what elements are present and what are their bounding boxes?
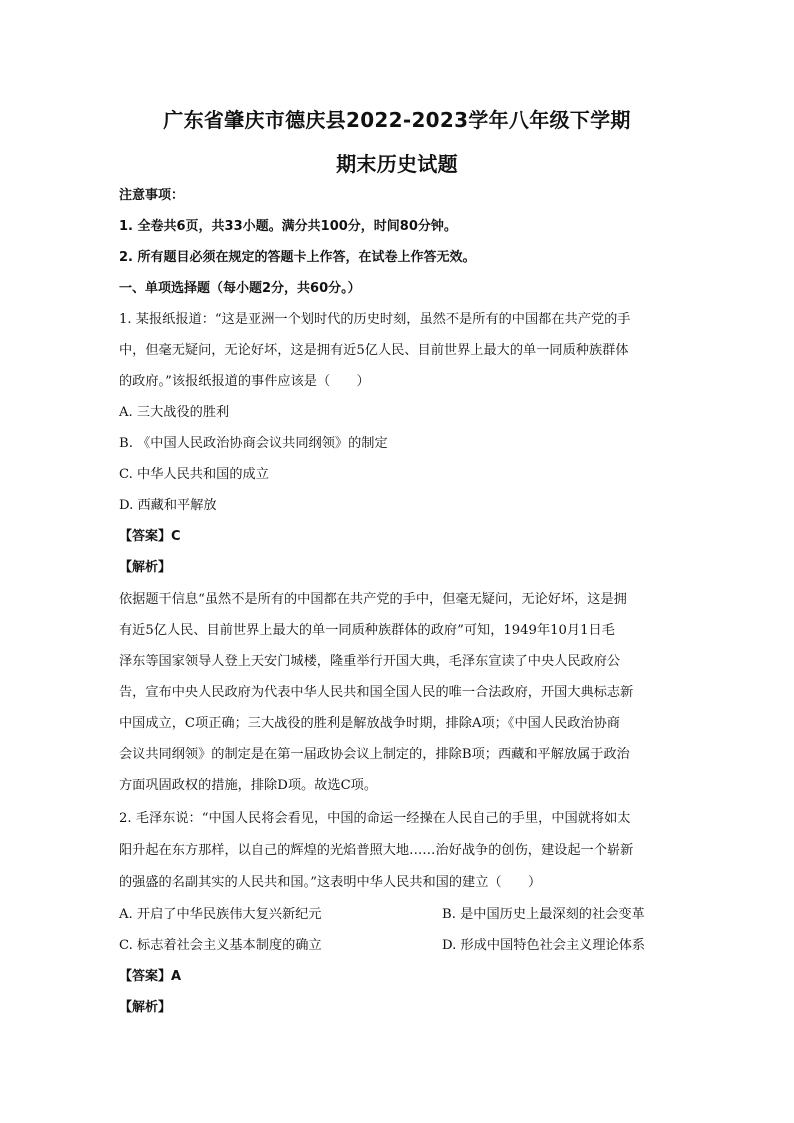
q1-option-b: B. 《中国人民政治协商会议共同纲领》的制定	[119, 436, 388, 451]
q2-option-c: C. 标志着社会主义基本制度的确立	[119, 938, 322, 953]
notice-item-1: 1. 全卷共6页，共33小题。满分共100分，时间80分钟。	[119, 219, 457, 234]
q1-analysis-line-7: 方面巩固政权的措施，排除D项。故选C项。	[119, 778, 378, 793]
section-heading: 一、单项选择题（每小题2分，共60分。）	[119, 281, 361, 296]
q1-analysis-line-2: 有近5亿人民、目前世界上最大的单一同质种族群体的政府”可知，1949年10月1日毛	[119, 623, 615, 638]
q2-stem-line-3: 的强盛的名副其实的人民共和国。”这表明中华人民共和国的建立（ ）	[119, 875, 542, 890]
notice-heading: 注意事项：	[119, 188, 185, 203]
document-title-line1: 广东省肇庆市德庆县2022-2023学年八年级下学期	[163, 108, 631, 132]
q1-option-a: A. 三大战役的胜利	[119, 405, 230, 420]
q1-stem-line-1: 1. 某报纸报道：“这是亚洲一个划时代的历史时刻，虽然不是所有的中国都在共产党的手	[119, 312, 631, 327]
q2-option-b: B. 是中国历史上最深刻的社会变革	[442, 907, 645, 922]
q1-analysis-line-6: 会议共同纲领》的制定是在第一届政协会议上制定的，排除B项；西藏和平解放属于政治	[119, 747, 630, 762]
q1-option-c: C. 中华人民共和国的成立	[119, 467, 269, 482]
notice-item-2: 2. 所有题目必须在规定的答题卡上作答，在试卷上作答无效。	[119, 250, 476, 265]
q2-stem-line-2: 阳升起在东方那样，以自己的辉煌的光焰普照大地……治好战争的创伤，建设起一个崭新	[119, 843, 634, 858]
q2-option-d: D. 形成中国特色社会主义理论体系	[442, 938, 646, 953]
q1-answer: 【答案】C	[119, 529, 181, 544]
document-title-line2: 期末历史试题	[336, 152, 458, 176]
q1-analysis-line-5: 中国成立，C项正确；三大战役的胜利是解放战争时期，排除A项；《中国人民政治协商	[119, 716, 620, 731]
q2-analysis-label: 【解析】	[119, 1000, 172, 1015]
q1-stem-line-2: 中，但毫无疑问，无论好坏，这是拥有近5亿人民、目前世界上最大的单一同质种族群体	[119, 343, 629, 358]
q1-option-d: D. 西藏和平解放	[119, 498, 217, 513]
q1-analysis-label: 【解析】	[119, 560, 172, 575]
q2-answer: 【答案】A	[119, 969, 182, 984]
q1-analysis-line-1: 依据题干信息“虽然不是所有的中国都在共产党的手中，但毫无疑问，无论好坏，这是拥	[119, 592, 627, 607]
q1-analysis-line-3: 泽东等国家领导人登上天安门城楼，隆重举行开国大典，毛泽东宣读了中央人民政府公	[119, 654, 621, 669]
q2-option-a: A. 开启了中华民族伟大复兴新纪元	[119, 907, 322, 922]
q2-stem-line-1: 2. 毛泽东说：“中国人民将会看见，中国的命运一经操在人民自己的手里，中国就将如太	[119, 811, 631, 826]
q1-analysis-line-4: 告，宣布中央人民政府为代表中华人民共和国全国人民的唯一合法政府，开国大典标志新	[119, 685, 634, 700]
q1-stem-line-3: 的政府。”该报纸报道的事件应该是（ ）	[119, 374, 370, 389]
